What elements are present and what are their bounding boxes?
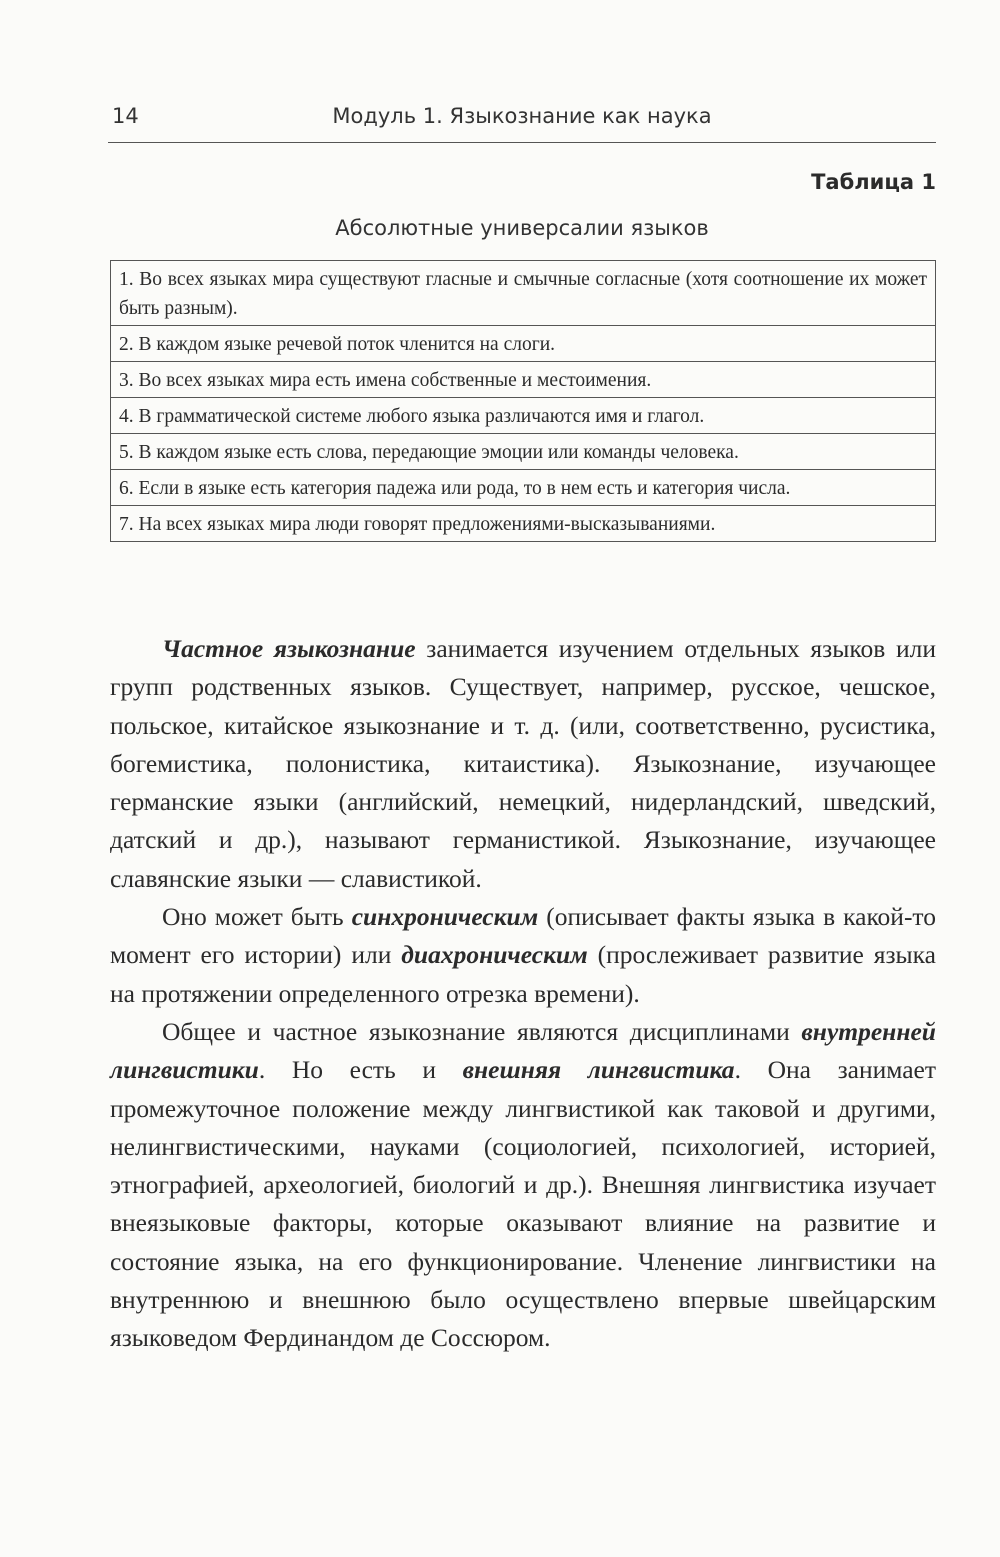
table-cell: 7. На всех языках мира люди говорят предложениями-высказываниями.: [111, 506, 936, 542]
universals-table: [110, 260, 936, 542]
table-row: [111, 434, 936, 470]
page-header: [108, 96, 936, 143]
paragraph-private-linguistics: [110, 630, 936, 898]
paragraph-text: (описывает факты языка в какой-то момент его истории) или: [110, 902, 936, 970]
table-row: [111, 362, 936, 398]
table-cell: 4. В грамматической системе любого языка различаются имя и глагол.: [111, 398, 936, 434]
table-title: Абсолютные универсалии языков: [335, 216, 709, 240]
page-number: 14: [112, 104, 139, 128]
table-cell: 5. В каждом языке есть слова, передающие эмоции или команды человека.: [111, 434, 936, 470]
paragraph-text: занимается изучением отдельных языков или групп родственных языков. Существует, например, русское, чешское, польское, китайское языкознание и т. д. (или, соответственно, русистика, богемистика, полонистика, китаистика). Языкознание, изучающее германские языки (английский, немецкий, нидерландский, шведский, датский и др.), называют германистикой. Языкознание, изучающее славянские языки — славистикой.: [110, 634, 936, 893]
term-external-linguistics: внешняя лингвистика: [462, 1055, 735, 1085]
table-cell: 2. В каждом языке речевой поток членится на слоги.: [111, 326, 936, 362]
running-title: Модуль 1. Языкознание как наука: [332, 104, 712, 128]
table-row: [111, 261, 936, 326]
table-row: [111, 470, 936, 506]
paragraph-text: (прослеживает развитие языка на протяжении определенного отрезка времени).: [110, 940, 936, 1008]
term-internal-linguistics: внутренней лингвистики: [110, 1016, 936, 1085]
table-cell: 1. Во всех языках мира существуют гласные и смычные согласные (хотя соотношение их может быть разным).: [111, 261, 936, 326]
term-diachronic: диахроническим: [401, 940, 588, 970]
table-cell: 3. Во всех языках мира есть имена собственные и местоимения.: [111, 362, 936, 398]
paragraph-text: Оно может быть: [162, 902, 352, 932]
paragraph-text: . Но есть и: [258, 1055, 463, 1085]
table-cell: 6. Если в языке есть категория падежа или рода, то в нем есть и категория числа.: [111, 470, 936, 506]
paragraph-text: . Она занимает промежуточное положение между лингвистикой как таковой и другими, нелингвистическими, науками (социологией, психологией, историей, этнографией, археологией, биологий и др.). Внешняя лингвистика изучает внеязыковые факторы, которые оказывают влияние на развитие и состояние языка, на его функционирование. Членение лингвистики на внутреннюю и внешнюю было осуществлено впервые швейцарским языковедом Фердинандом де Соссюром.: [110, 1055, 936, 1353]
table-label: Таблица 1: [811, 170, 936, 194]
table-row: [111, 506, 936, 542]
table-row: [111, 398, 936, 434]
body-text: [110, 630, 936, 1358]
term-private-linguistics: Частное языкознание: [162, 634, 416, 663]
paragraph-text: Общее и частное языкознание являются дисциплинами: [162, 1016, 802, 1046]
paragraph-internal-external: [110, 1013, 936, 1358]
term-synchronic: синхроническим: [351, 902, 539, 932]
paragraph-synchronic-diachronic: [110, 898, 936, 1013]
table-row: [111, 326, 936, 362]
